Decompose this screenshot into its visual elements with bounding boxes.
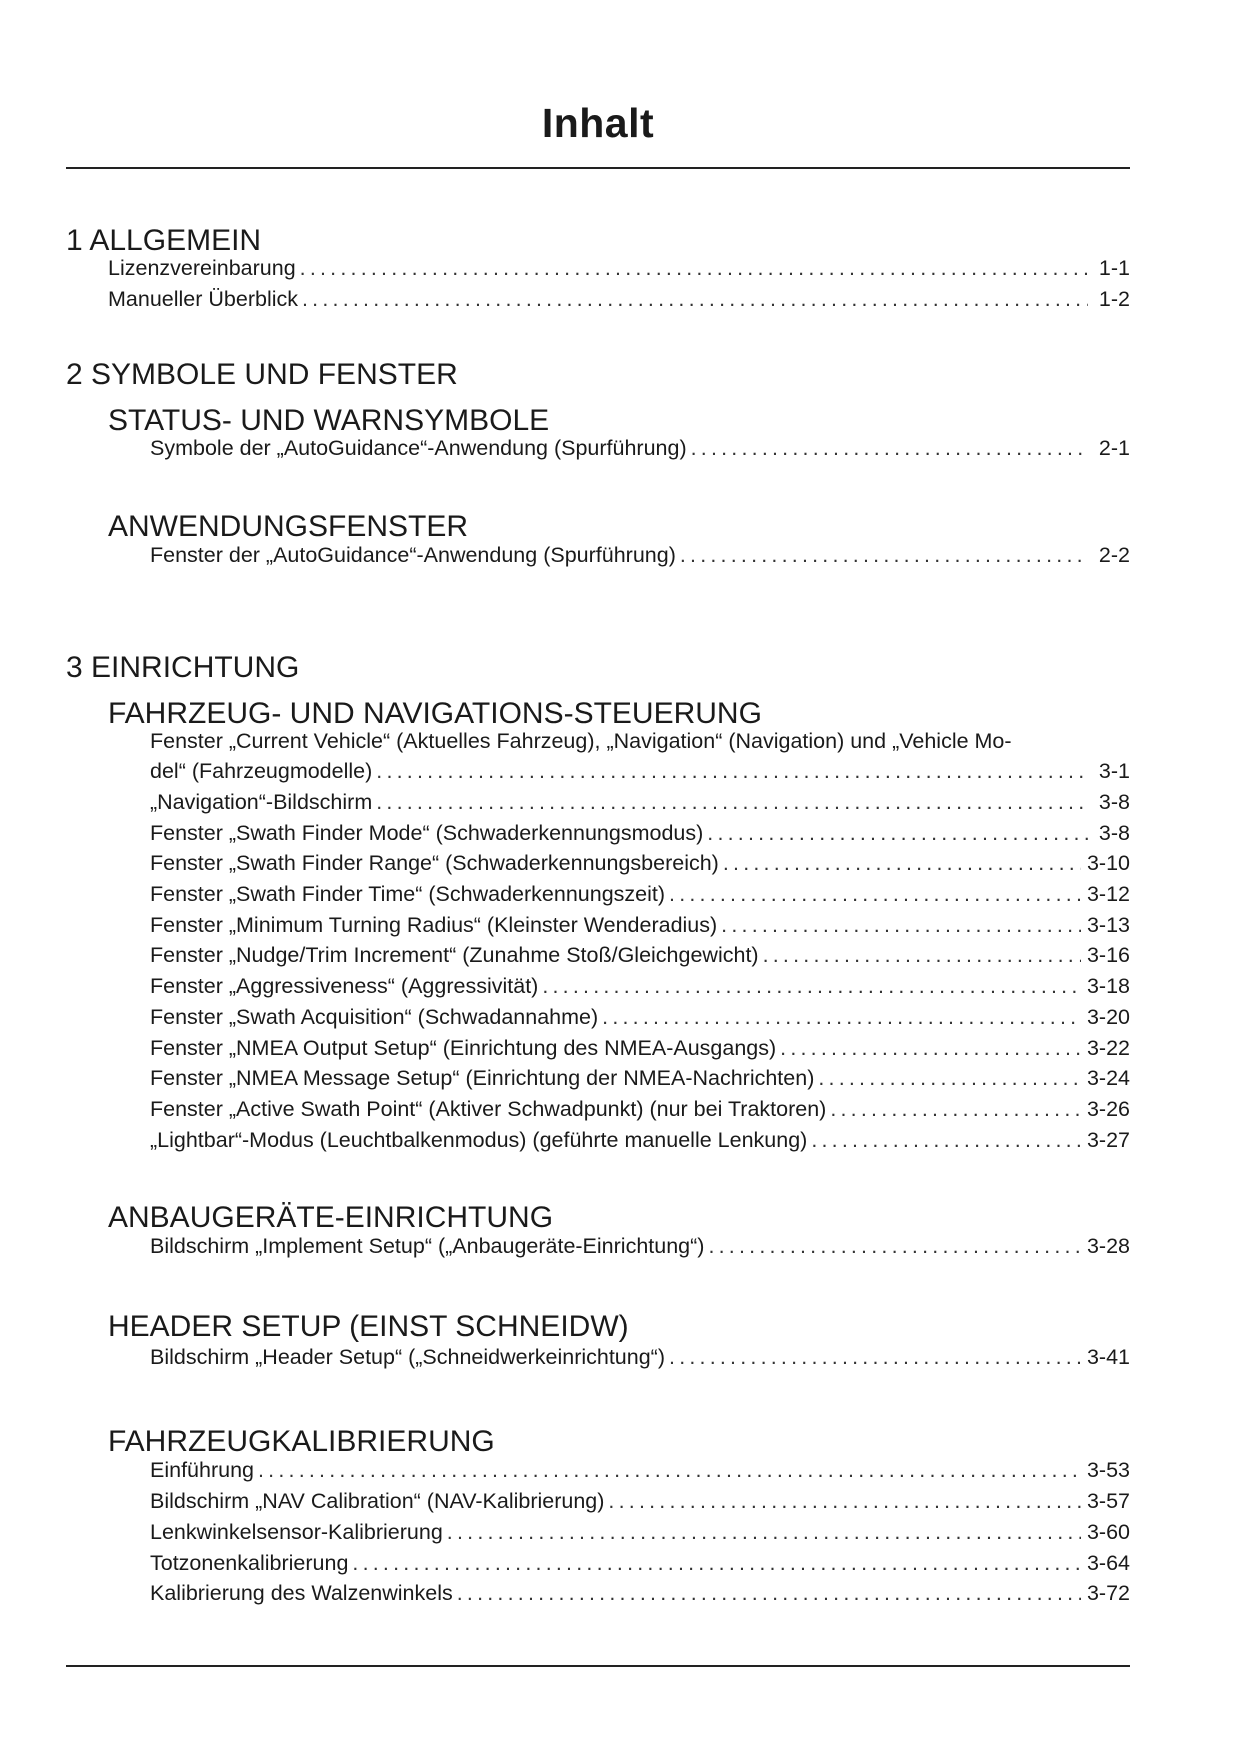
toc-entry-page: 3-26 [1086, 1097, 1130, 1121]
toc-entry-title: Fenster der „AutoGuidance“-Anwendung (Spurführung) [150, 543, 676, 567]
toc-entry-page: 3-24 [1086, 1066, 1130, 1090]
toc-entry[interactable] [150, 1036, 1130, 1064]
toc-entry-title: „Navigation“-Bildschirm [150, 790, 373, 814]
leader-dots [708, 1234, 1081, 1259]
leader-dots [691, 436, 1088, 461]
toc-entry-page: 3-27 [1086, 1128, 1130, 1152]
toc-entry-title: Fenster „Swath Finder Range“ (Schwaderkennungsbereich) [150, 851, 719, 875]
leader-dots [352, 1551, 1081, 1576]
toc-entry[interactable] [150, 1097, 1130, 1125]
toc-entry[interactable] [150, 974, 1130, 1002]
toc-entry-page: 3-64 [1086, 1551, 1130, 1575]
chapter-heading[interactable]: 1 ALLGEMEIN [66, 224, 262, 257]
toc-entry-page: 2-1 [1098, 436, 1130, 460]
leader-dots [376, 759, 1088, 784]
leader-dots [608, 1489, 1081, 1514]
toc-entry[interactable] [150, 851, 1130, 879]
toc-entry-page: 3-16 [1086, 943, 1130, 967]
toc-entry-title: Bildschirm „NAV Calibration“ (NAV-Kalibrierung) [150, 1489, 605, 1513]
leader-dots [300, 256, 1088, 281]
toc-entry-page: 3-13 [1086, 913, 1130, 937]
chapter-heading[interactable]: 2 SYMBOLE UND FENSTER [66, 358, 458, 391]
toc-entry[interactable] [150, 821, 1130, 849]
toc-entry-page: 3-8 [1098, 790, 1130, 814]
toc-entry[interactable] [150, 1345, 1130, 1373]
toc-entry-page: 3-57 [1086, 1489, 1130, 1513]
toc-entry-title: Bildschirm „Header Setup“ („Schneidwerkeinrichtung“) [150, 1345, 666, 1369]
toc-entry[interactable] [150, 1128, 1130, 1156]
leader-dots [811, 1128, 1081, 1153]
section-heading[interactable]: ANWENDUNGSFENSTER [108, 510, 469, 543]
toc-entry-title: Fenster „Minimum Turning Radius“ (Kleinster Wenderadius) [150, 913, 718, 937]
toc-entry-title: Fenster „Swath Finder Time“ (Schwaderkennungszeit) [150, 882, 666, 906]
leader-dots [669, 882, 1081, 907]
toc-entry-title: Fenster „Aggressiveness“ (Aggressivität) [150, 974, 539, 998]
toc-entry-title: Fenster „NMEA Output Setup“ (Einrichtung des NMEA-Ausgangs) [150, 1036, 777, 1060]
toc-entry-page: 3-60 [1086, 1520, 1130, 1544]
toc-entry-title: Totzonenkalibrierung [150, 1551, 349, 1575]
leader-dots [457, 1581, 1081, 1606]
toc-entry[interactable] [150, 882, 1130, 910]
toc-entry-page: 1-2 [1098, 287, 1130, 311]
toc-entry-title: Kalibrierung des Walzenwinkels [150, 1581, 453, 1605]
toc-entry-page: 3-1 [1098, 759, 1130, 783]
toc-entry[interactable] [108, 256, 1130, 284]
leader-dots [763, 943, 1081, 968]
toc-entry[interactable] [150, 1551, 1130, 1579]
toc-entry[interactable] [150, 1066, 1130, 1094]
leader-dots [680, 543, 1088, 568]
toc-entry[interactable] [150, 1005, 1130, 1033]
leader-dots [258, 1458, 1081, 1483]
toc-entry-page: 3-41 [1086, 1345, 1130, 1369]
leader-dots [721, 913, 1081, 938]
toc-entry[interactable] [108, 287, 1130, 315]
leader-dots [376, 790, 1088, 815]
toc-entry-title: Fenster „Swath Acquisition“ (Schwadannahme) [150, 1005, 599, 1029]
toc-entry-page: 3-20 [1086, 1005, 1130, 1029]
toc-entry-page: 3-12 [1086, 882, 1130, 906]
toc-entry-title: „Lightbar“-Modus (Leuchtbalkenmodus) (geführte manuelle Lenkung) [150, 1128, 808, 1152]
leader-dots [302, 287, 1088, 312]
leader-dots [723, 851, 1081, 876]
leader-dots [542, 974, 1081, 999]
toc-entry-title: Fenster „Nudge/Trim Increment“ (Zunahme Stoß/Gleichgewicht) [150, 943, 759, 967]
bottom-divider [66, 1665, 1130, 1667]
toc-entry-page: 1-1 [1098, 256, 1130, 280]
chapter-heading[interactable]: 3 EINRICHTUNG [66, 651, 300, 684]
toc-entry[interactable] [150, 913, 1130, 941]
toc-entry[interactable] [150, 943, 1130, 971]
toc-entry-page: 3-18 [1086, 974, 1130, 998]
toc-entry-title: Fenster „Swath Finder Mode“ (Schwaderkennungsmodus) [150, 821, 704, 845]
toc-entry[interactable] [150, 790, 1130, 818]
toc-entry[interactable] [150, 1234, 1130, 1262]
toc-entry-title: Einführung [150, 1458, 254, 1482]
leader-dots [602, 1005, 1081, 1030]
section-heading[interactable]: FAHRZEUG- UND NAVIGATIONS-STEUERUNG [108, 697, 762, 730]
toc-entry[interactable] [150, 1520, 1130, 1548]
toc-entry-page: 3-53 [1086, 1458, 1130, 1482]
toc-entry-title: Bildschirm „Implement Setup“ („Anbaugeräte-Einrichtung“) [150, 1234, 705, 1258]
leader-dots [780, 1036, 1081, 1061]
leader-dots [818, 1066, 1081, 1091]
toc-entry-title: Manueller Überblick [108, 287, 298, 311]
leader-dots [707, 821, 1088, 846]
toc-entry-page: 3-8 [1098, 821, 1130, 845]
section-heading[interactable]: FAHRZEUGKALIBRIERUNG [108, 1425, 495, 1458]
toc-entry[interactable] [150, 759, 1130, 787]
toc-entry-page: 3-28 [1086, 1234, 1130, 1258]
toc-entry-title-wrapped[interactable]: Fenster „Current Vehicle“ (Aktuelles Fahrzeug), „Navigation“ (Navigation) und „Vehicle Mo- [150, 729, 1012, 753]
toc-entry-title: Fenster „NMEA Message Setup“ (Einrichtung der NMEA-Nachrichten) [150, 1066, 815, 1090]
toc-entry-title: Lenkwinkelsensor-Kalibrierung [150, 1520, 443, 1544]
section-heading[interactable]: HEADER SETUP (EINST SCHNEIDW) [108, 1310, 629, 1343]
toc-entry-title: Symbole der „AutoGuidance“-Anwendung (Spurführung) [150, 436, 687, 460]
section-heading[interactable]: ANBAUGERÄTE-EINRICHTUNG [108, 1201, 554, 1234]
toc-entry-page: 3-22 [1086, 1036, 1130, 1060]
toc-entry-page: 2-2 [1098, 543, 1130, 567]
section-heading[interactable]: STATUS- UND WARNSYMBOLE [108, 404, 550, 437]
toc-entry[interactable] [150, 1489, 1130, 1517]
toc-entry[interactable] [150, 436, 1130, 464]
toc-entry-page: 3-10 [1086, 851, 1130, 875]
toc-entry-page: 3-72 [1086, 1581, 1130, 1605]
leader-dots [669, 1345, 1081, 1370]
toc-entry-title: Fenster „Active Swath Point“ (Aktiver Schwadpunkt) (nur bei Traktoren) [150, 1097, 827, 1121]
toc-entry-title: Lizenzvereinbarung [108, 256, 296, 280]
toc-entry-title: del“ (Fahrzeugmodelle) [150, 759, 373, 783]
leader-dots [830, 1097, 1081, 1122]
page-title: Inhalt [541, 100, 655, 146]
toc-entry[interactable] [150, 543, 1130, 571]
toc-entry[interactable] [150, 1458, 1130, 1486]
leader-dots [447, 1520, 1081, 1545]
toc-entry[interactable] [150, 1581, 1130, 1609]
